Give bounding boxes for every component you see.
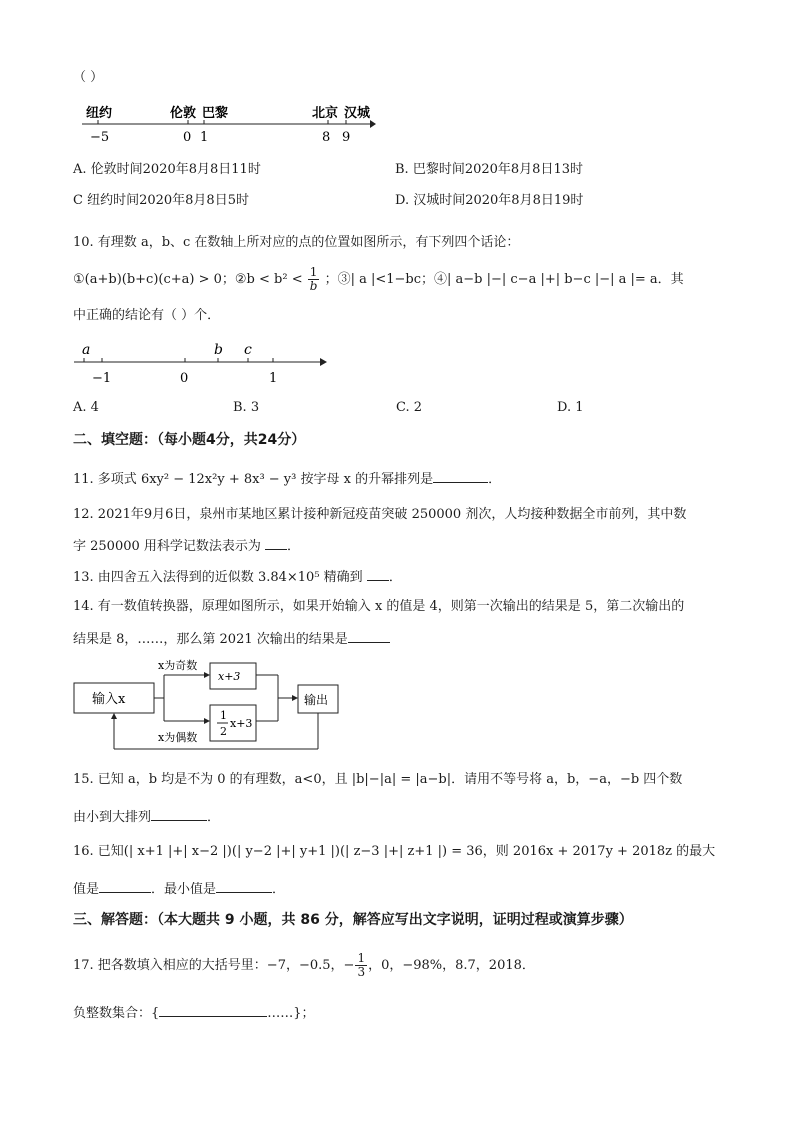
q9-option-a: A. 伦敦时间2020年8月8日11时 [73, 162, 261, 177]
even-op-rest: x+3 [230, 717, 253, 730]
q9-option-d: D. 汉城时间2020年8月8日19时 [395, 193, 584, 208]
answer-blank[interactable] [265, 535, 287, 550]
q10-statement-1: ①(a+b)(b+c)(c+a) > 0；②b < b² < [73, 272, 303, 287]
city-label: 汉城 [344, 106, 371, 121]
tick-label: 1 [269, 371, 278, 386]
tick-label: 0 [180, 371, 189, 386]
output-box-label: 输出 [304, 693, 329, 707]
point-label: c [244, 342, 252, 358]
q10-stem: 10. 有理数 a，b、c 在数轴上所对应的点的位置如图所示，有下列四个话论： [73, 235, 520, 250]
q10-fraction: $\frac{1}{b}$ [309, 265, 318, 293]
q13: 13. 由四舍五入法得到的近似数 3.84×10⁵ 精确到 ． [73, 566, 402, 588]
point-label: b [214, 342, 223, 358]
q10-statements [73, 266, 684, 293]
city-label: 伦敦 [170, 106, 197, 121]
q11-text: 11. 多项式 6xy² − 12x²y + 8x³ − y³ 按字母 x 的升幂排列是 [73, 472, 434, 487]
section-fill-in-title: 二、填空题：（每小题4分，共24分） [73, 432, 306, 448]
q10-number-line [70, 338, 340, 388]
q11: 11. 多项式 6xy² − 12x²y + 8x³ − y³ 按字母 x 的升幂排列是 ． [73, 468, 501, 490]
odd-op: x+3 [218, 670, 241, 683]
q14-line2: 结果是 8，……，那么第 2021 次输出的结果是 [73, 628, 390, 650]
q15-line2: 由小到大排列 ． [73, 806, 220, 828]
answer-blank[interactable] [367, 566, 389, 581]
q10-option-b: B. 3 [233, 400, 260, 415]
q12-line1: 12. 2021年9月6日，泉州市某地区累计接种新冠疫苗突破 250000 剂次，人均接种数据全市前列，其中数 [73, 507, 687, 522]
section-solve-title: 三、解答题：（本大题共 9 小题，共 86 分，解答应写出文字说明，证明过程或演算步骤） [73, 912, 633, 928]
tick-label: 1 [200, 130, 209, 145]
q9-option-c: C 纽约时间2020年8月8日5时 [73, 193, 249, 208]
input-box-label: 输入x [92, 692, 126, 707]
negative-integer-set: 负整数集合：{ ……}； [73, 1002, 315, 1024]
answer-blank[interactable] [348, 628, 390, 643]
q17: 17. 把各数填入相应的大括号里：−7，−0.5，− $\frac{1}{3}$ ，0，−98%，8.7，2018． [73, 951, 535, 979]
q9-option-b: B. 巴黎时间2020年8月8日13时 [395, 162, 583, 177]
even-op-num: 1 [220, 709, 227, 722]
q10-option-c: C. 2 [396, 400, 423, 415]
q10-option-d: D. 1 [557, 400, 584, 415]
q10-question: 中正确的结论有（ ）个． [73, 308, 221, 323]
even-op-den: 2 [220, 725, 227, 738]
q17-fraction: $\frac{1}{3}$ [357, 951, 366, 979]
q16-line2: 值是 ．最小值是 ． [73, 878, 285, 900]
q10-statement-2: ；③| a |<1−bc；④| a−b |−| c−a |+| b−c |−| a |= a．其 [324, 272, 684, 287]
answer-blank[interactable] [159, 1002, 267, 1017]
odd-label: x为奇数 [158, 659, 198, 672]
q9-timezone-axis [76, 100, 386, 150]
q14-converter-diagram [70, 655, 350, 755]
tick-label: −5 [90, 130, 110, 145]
q10-option-a: A. 4 [73, 400, 99, 415]
city-label: 巴黎 [202, 106, 229, 121]
tick-label: 9 [342, 130, 351, 145]
answer-blank[interactable] [151, 806, 207, 821]
answer-blank[interactable] [433, 468, 488, 483]
city-label: 纽约 [86, 106, 113, 121]
answer-blank-max[interactable] [99, 878, 151, 893]
q9-paren: （ ） [73, 70, 104, 85]
q14-line1: 14. 有一数值转换器，原理如图所示，如果开始输入 x 的值是 4，则第一次输出的结果是 5，第二次输出的 [73, 599, 685, 614]
q15-line1: 15. 已知 a，b 均是不为 0 的有理数，a<0，且 |b|−|a| = |a−b|．请用不等号将 a，b，−a，−b 四个数 [73, 772, 683, 787]
even-label: x为偶数 [158, 731, 198, 744]
answer-blank-min[interactable] [216, 878, 272, 893]
q12-line2: 字 250000 用科学记数法表示为 ． [73, 535, 300, 557]
city-label: 北京 [312, 106, 339, 121]
q16-line1: 16. 已知(| x+1 |+| x−2 |)(| y−2 |+| y+1 |)(| z−3 |+| z+1 |) = 36，则 2016x + 2017y + 2018z 的最大 [73, 844, 716, 859]
point-label: a [82, 342, 91, 358]
tick-label: −1 [92, 371, 112, 386]
tick-label: 8 [322, 130, 331, 145]
tick-label: 0 [183, 130, 192, 145]
